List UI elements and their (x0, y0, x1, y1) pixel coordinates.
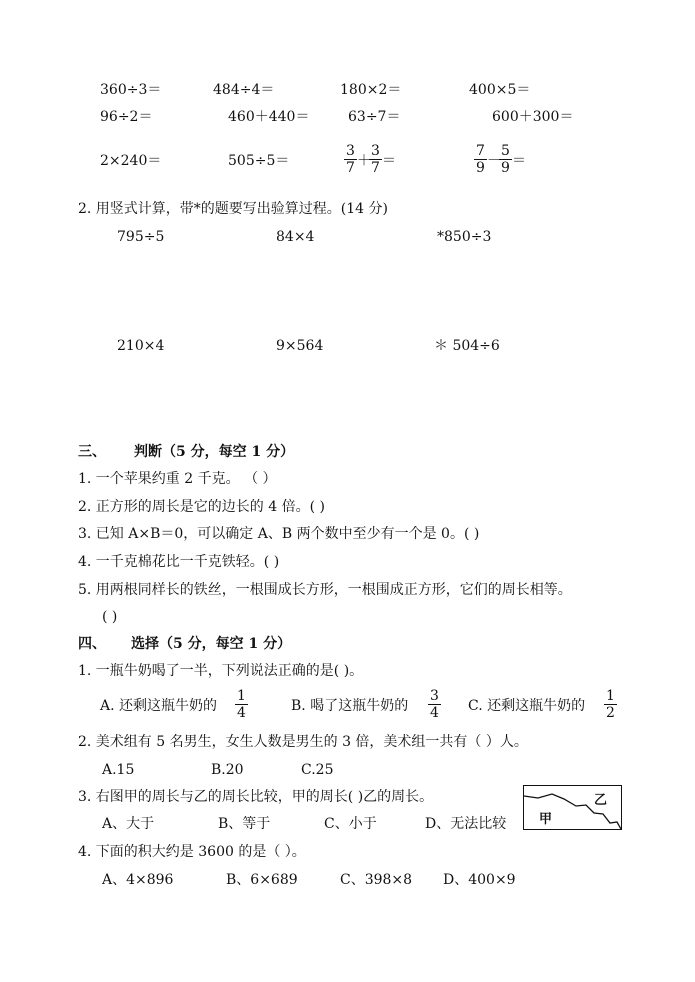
choice-q4-option-d: D、400×9 (443, 872, 516, 888)
choice-q3-option-d: D、无法比较 (425, 816, 507, 832)
operator: ＋ (357, 153, 371, 169)
denominator: 7 (371, 160, 380, 176)
choice-q4-option-a: A、4×896 (102, 872, 174, 888)
vertical-r2-c2: 9×564 (276, 338, 324, 354)
section3-title: 判断（5 分，每空 1 分） (134, 444, 295, 460)
section3-number: 三、 (78, 444, 106, 460)
vertical-r2-c3: ＊ 504÷6 (434, 338, 500, 354)
judge-item-4: 4. 一千克棉花比一千克铁轻。( ) (78, 554, 280, 570)
choice-q1: 1. 一瓶牛奶喝了一半，下列说法正确的是( )。 (78, 663, 364, 679)
vertical-r2-c1: 210×4 (117, 338, 165, 354)
choice-q3-option-a: A、大于 (102, 816, 155, 832)
section4-title: 选择（5 分，每空 1 分） (131, 636, 292, 652)
choice-q4-option-c: C、398×8 (340, 872, 413, 888)
denominator: 2 (606, 705, 615, 721)
numerator: 7 (476, 143, 485, 159)
numerator: 3 (371, 143, 380, 159)
operator: － (487, 153, 501, 169)
figure-label-jia: 甲 (539, 812, 553, 827)
oral-r2-c4: 600＋300＝ (492, 109, 574, 125)
perimeter-comparison-figure (523, 785, 622, 830)
choice-q1-option-c-fraction (604, 688, 617, 721)
denominator: 9 (476, 160, 485, 176)
choice-q3-option-c: C、小于 (324, 816, 377, 832)
denominator: 4 (430, 705, 439, 721)
equals-sign: ＝ (512, 153, 526, 169)
oral-r2-c2: 460＋440＝ (228, 109, 310, 125)
judge-item-2: 2. 正方形的周长是它的边长的 4 倍。( ) (78, 499, 325, 515)
oral-r2-c1: 96÷2＝ (100, 109, 153, 125)
judge-item-3: 3. 已知 A×B＝0，可以确定 A、B 两个数中至少有一个是 0。( ) (78, 526, 480, 542)
choice-q1-option-a: A. 还剩这瓶牛奶的 (100, 698, 218, 714)
vertical-calc-heading: 2. 用竖式计算，带*的题要写出验算过程。(14 分) (78, 201, 388, 217)
vertical-r1-c3: *850÷3 (437, 229, 492, 245)
fraction (499, 143, 512, 176)
choice-q1-option-a-fraction (235, 688, 248, 721)
choice-q2-option-a: A.15 (102, 762, 135, 778)
fraction (344, 143, 357, 176)
oral-r1-c3: 180×2＝ (340, 82, 402, 98)
judge-item-5-blank: ( ) (102, 609, 118, 625)
choice-q4-option-b: B、6×689 (226, 872, 298, 888)
denominator: 9 (501, 160, 510, 176)
choice-q1-option-b-fraction (428, 688, 441, 721)
fraction (369, 143, 382, 176)
choice-q1-option-b: B. 喝了这瓶牛奶的 (291, 698, 409, 714)
figure-label-yi: 乙 (594, 793, 608, 808)
denominator: 4 (237, 705, 246, 721)
choice-q3-option-b: B、等于 (218, 816, 271, 832)
numerator: 1 (237, 688, 246, 704)
equals-sign: ＝ (382, 153, 396, 169)
oral-r3-c2: 505÷5＝ (228, 153, 290, 169)
choice-q4: 4. 下面的积大约是 3600 的是（ ）。 (78, 844, 306, 860)
fraction (474, 143, 487, 176)
numerator: 1 (606, 688, 615, 704)
oral-r3-c1: 2×240＝ (100, 153, 162, 169)
choice-q2: 2. 美术组有 5 名男生，女生人数是男生的 3 倍，美术组一共有（ ）人。 (78, 734, 528, 750)
choice-q2-option-b: B.20 (211, 762, 244, 778)
vertical-r1-c1: 795÷5 (117, 229, 165, 245)
numerator: 3 (430, 688, 439, 704)
oral-r1-c1: 360÷3＝ (100, 82, 162, 98)
denominator: 7 (346, 160, 355, 176)
oral-r1-c2: 484÷4＝ (213, 82, 275, 98)
numerator: 5 (501, 143, 510, 159)
choice-q3: 3. 右图甲的周长与乙的周长比较，甲的周长( )乙的周长。 (78, 789, 434, 805)
oral-r2-c3: 63÷7＝ (348, 109, 401, 125)
vertical-r1-c2: 84×4 (276, 229, 315, 245)
choice-q2-option-c: C.25 (301, 762, 334, 778)
judge-item-5: 5. 用两根同样长的铁丝，一根围成长方形，一根围成正方形，它们的周长相等。 (78, 582, 572, 598)
numerator: 3 (346, 143, 355, 159)
section4-number: 四、 (78, 636, 106, 652)
oral-r1-c4: 400×5＝ (469, 82, 531, 98)
judge-item-1: 1. 一个苹果约重 2 千克。 （ ） (78, 471, 277, 487)
choice-q1-option-c: C. 还剩这瓶牛奶的 (468, 698, 586, 714)
